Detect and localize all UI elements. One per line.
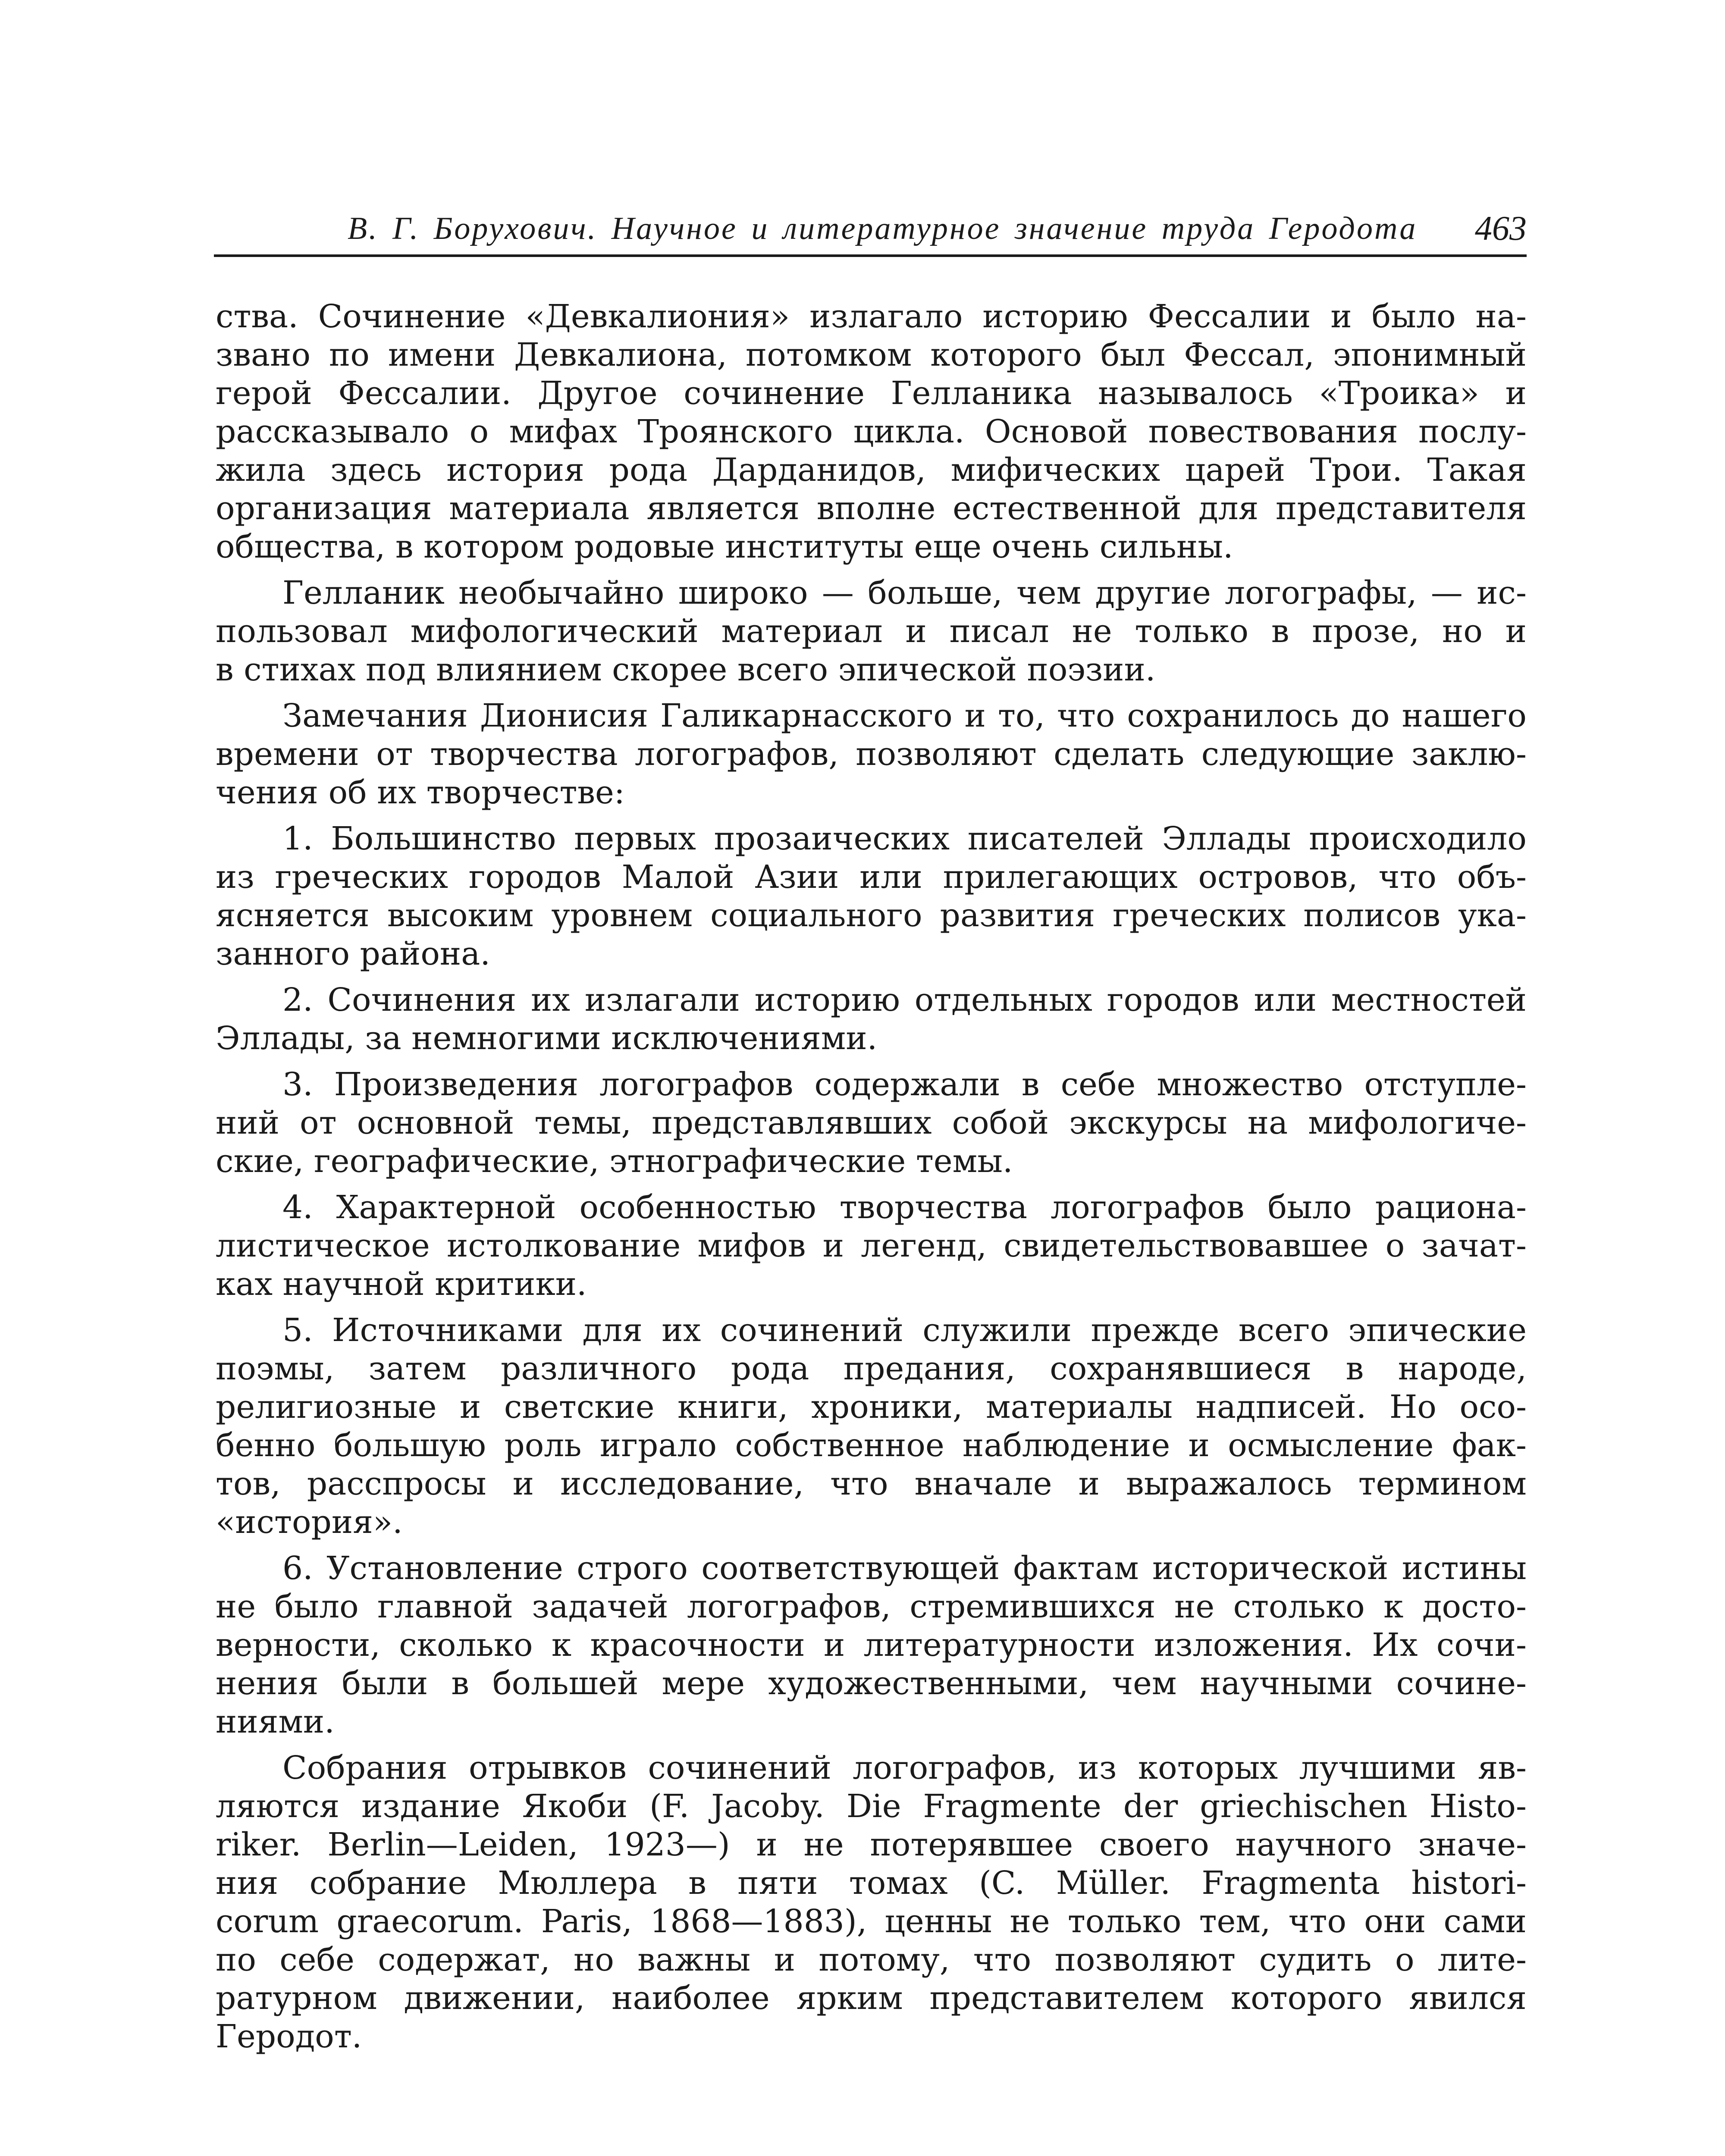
paragraph bbox=[216, 1749, 1527, 2056]
running-title: В. Г. Борухович. Научное и литературное значение труда Геродота bbox=[348, 211, 1418, 246]
text-line: 3. Произведения логографов содержали в себе множество отступле- bbox=[282, 1066, 1527, 1103]
text-line: тов, расспросы и исследование, что вначале и выражалось термином bbox=[216, 1465, 1527, 1502]
text-line: не было главной задачей логографов, стремившихся не столько к досто- bbox=[216, 1588, 1527, 1625]
paragraph-gap bbox=[216, 1542, 1527, 1549]
paragraph-gap bbox=[216, 1181, 1527, 1188]
text-line: Геродот. bbox=[216, 2018, 362, 2055]
text-line: Замечания Дионисия Галикарнасского и то, что сохранилось до нашего bbox=[282, 697, 1527, 734]
text-line: верности, сколько к красочности и литературности изложения. Их сочи- bbox=[216, 1626, 1527, 1664]
text-line: рассказывало о мифах Троянского цикла. Основой повествования послу- bbox=[216, 413, 1527, 450]
paragraph-gap bbox=[216, 689, 1527, 697]
text-line: ках научной критики. bbox=[216, 1266, 587, 1303]
paragraph bbox=[216, 574, 1527, 689]
text-line: Эллады, за немногими исключениями. bbox=[216, 1020, 878, 1057]
list-item bbox=[216, 1549, 1527, 1741]
text-line: общества, в котором родовые институты еще очень сильны. bbox=[216, 528, 1233, 565]
text-line: 2. Сочинения их излагали историю отдельных городов или местностей bbox=[282, 981, 1527, 1018]
list-item bbox=[216, 820, 1527, 973]
text-line: «история». bbox=[216, 1504, 403, 1541]
text-line: ратурном движении, наиболее ярким представителем которого явился bbox=[216, 1980, 1527, 2017]
text-line: религиозные и светские книги, хроники, материалы надписей. Но осо- bbox=[216, 1388, 1527, 1426]
text-line: 5. Источниками для их сочинений служили прежде всего эпические bbox=[282, 1312, 1527, 1349]
text-line: в стихах под влиянием скорее всего эпической поэзии. bbox=[216, 651, 1156, 688]
list-item bbox=[216, 981, 1527, 1058]
text-line: Собрания отрывков сочинений логографов, из которых лучшими яв- bbox=[282, 1749, 1527, 1786]
text-line: по себе содержат, но важны и потому, что позволяют судить о лите- bbox=[216, 1941, 1527, 1978]
paragraph-gap bbox=[216, 1058, 1527, 1065]
text-line: чения об их творчестве: bbox=[216, 774, 625, 811]
text-line: нения были в большей мере художественными, чем научными сочине- bbox=[216, 1665, 1527, 1702]
text-line: corum graecorum. Paris, 1868—1883), ценны не только тем, что они сами bbox=[216, 1903, 1527, 1940]
text-line: ния собрание Мюллера в пяти томах (C. Müller. Fragmenta histori- bbox=[216, 1865, 1527, 1902]
paragraph-gap bbox=[216, 1304, 1527, 1311]
text-line: riker. Berlin—Leiden, 1923—) и не потерявшее своего научного значе- bbox=[216, 1826, 1527, 1863]
text-line: занного района. bbox=[216, 935, 490, 972]
text-line: 6. Установление строго соответствующей фактам исторической истины bbox=[282, 1550, 1527, 1587]
text-line: из греческих городов Малой Азии или прилегающих островов, что объ- bbox=[216, 859, 1527, 896]
text-line: жила здесь история рода Дарданидов, мифических царей Трои. Такая bbox=[216, 451, 1527, 489]
text-line: пользовал мифологический материал и писал не только в прозе, но и bbox=[216, 613, 1527, 650]
text-line: ские, географические, этнографические темы. bbox=[216, 1143, 1013, 1180]
header-rule bbox=[214, 254, 1527, 257]
paragraph-gap bbox=[216, 812, 1527, 820]
text-line: поэмы, затем различного рода предания, сохранявшиеся в народе, bbox=[216, 1350, 1527, 1387]
paragraph bbox=[216, 697, 1527, 812]
text-line: листическое истолкование мифов и легенд, свидетельствовавшее о зачат- bbox=[216, 1227, 1527, 1264]
paragraph-gap bbox=[216, 973, 1527, 981]
body-text bbox=[216, 298, 1527, 2056]
list-item bbox=[216, 1188, 1527, 1304]
text-line: бенно большую роль играло собственное наблюдение и осмысление фак- bbox=[216, 1427, 1527, 1464]
text-line: 1. Большинство первых прозаических писателей Эллады происходило bbox=[282, 820, 1527, 857]
text-line: времени от творчества логографов, позволяют сделать следующие заклю- bbox=[216, 736, 1527, 773]
paragraph-gap bbox=[216, 566, 1527, 574]
paragraph bbox=[216, 298, 1527, 566]
text-line: ниями. bbox=[216, 1703, 335, 1740]
text-line: ний от основной темы, представлявших собой экскурсы на мифологиче- bbox=[216, 1104, 1527, 1141]
text-line: ляются издание Якоби (F. Jacoby. Die Fragmente der griechischen Histo- bbox=[216, 1788, 1527, 1825]
paragraph-gap bbox=[216, 1741, 1527, 1749]
text-line: ясняется высоким уровнем социального развития греческих полисов ука- bbox=[216, 897, 1527, 934]
text-line: организация материала является вполне естественной для представителя bbox=[216, 490, 1527, 527]
running-head bbox=[214, 203, 1527, 254]
text-line: Гелланик необычайно широко — больше, чем другие логографы, — ис- bbox=[282, 574, 1527, 611]
list-item bbox=[216, 1065, 1527, 1181]
text-line: звано по имени Девкалиона, потомком которого был Фессал, эпонимный bbox=[216, 336, 1527, 373]
text-line: ства. Сочинение «Девкалиония» излагало историю Фессалии и было на- bbox=[216, 298, 1527, 335]
list-item bbox=[216, 1311, 1527, 1542]
text-line: герой Фессалии. Другое сочинение Гелланика называлось «Троика» и bbox=[216, 375, 1527, 412]
page-number: 463 bbox=[1475, 210, 1527, 248]
text-line: 4. Характерной особенностью творчества логографов было рациона- bbox=[282, 1189, 1527, 1226]
